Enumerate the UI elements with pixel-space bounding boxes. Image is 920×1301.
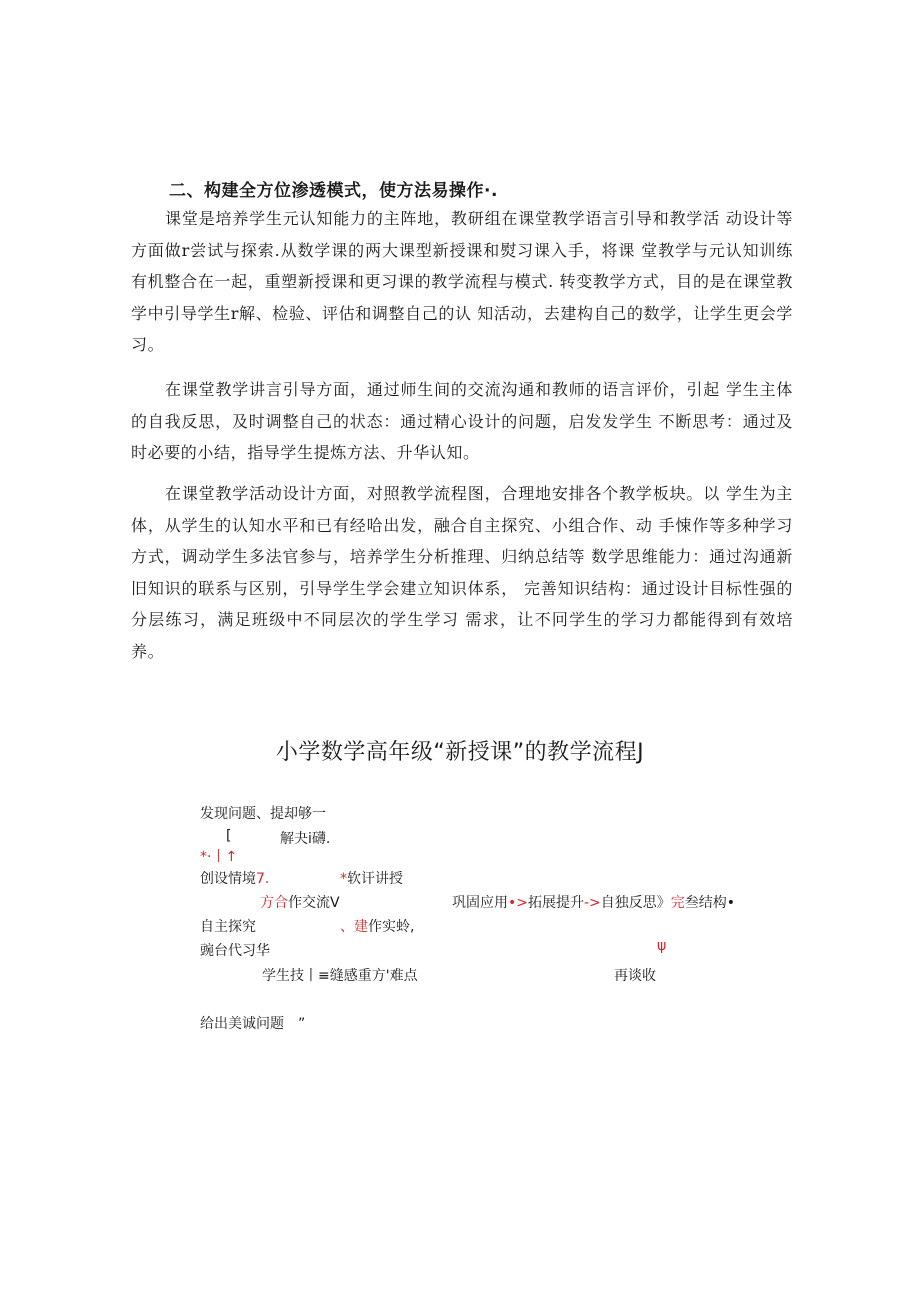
flow-arrow-1: •>: [508, 895, 528, 911]
flow-complete: 叁结构•: [684, 895, 736, 911]
flow-arrow-mark: [200, 846, 237, 866]
flowchart-title: 小学数学高年级“新授课”的教学流程J: [275, 740, 645, 765]
flow-find-problem: 发现问题、提却够一: [200, 806, 326, 822]
flow-self-explore: 自主探究: [200, 919, 256, 935]
flow-psi: ψ: [657, 938, 667, 954]
flow-method-red: 方合: [260, 895, 288, 911]
flow-extend: 拓展提升: [528, 895, 584, 911]
flow-create-scene-text: 创设情境: [200, 871, 256, 887]
flow-create-scene-num: 7.: [256, 871, 270, 887]
section-heading: 二、构建全方位渗透模式，使方法易操作·.: [169, 181, 498, 201]
flow-retalk: 再谈收: [614, 968, 656, 984]
flow-software: [340, 868, 403, 888]
flow-software-text: 软讦讲授: [347, 871, 403, 887]
paragraph-3: 在课堂教学活动设计方面，对照教学流程图，合理地安排各个教学板块。以 学生为主体，从学生的认知水平和已有经哈出发，融合自主探究、小组合作、动 手悚作等多种学习方式，调动学生多法官参与，培养学生分析推理、归纳总结等 数学思维能力：通过沟通新旧知识的联系与区别，引导学生学会建立知识体系， 完善知识结构：通过设计目标性强的分层练习，满足班级中不同层次的学生学习 需求，让不冋学生的学习力都能得到有效培养。: [131, 484, 793, 661]
flow-method-text: 作交流V: [288, 895, 340, 911]
flow-software-star: *: [340, 871, 347, 887]
flow-bracket: [: [226, 828, 232, 844]
flow-method: [260, 892, 340, 912]
flow-wan: 豌台代习华: [200, 943, 270, 959]
flow-complete-red: 完: [670, 895, 685, 911]
flow-solve: 解夬i礴.: [280, 831, 331, 847]
flow-consolidate: 巩固应用: [452, 895, 508, 911]
flow-arrow-mark-text: *·丨↑: [200, 849, 238, 865]
flow-reflect: 自独反思》: [600, 895, 671, 911]
flow-build: [340, 916, 414, 936]
flow-arrow-2: ->: [584, 895, 601, 911]
paragraph-1: 课堂是培养学生元认知能力的主阵地，教研组在课堂教学语言引导和教学活 动设计等方面做r尝试与探索.从数学课的两大课型新授课和熨习课入手，将课 堂教学与元认知训练有机整合在一起，重塑新授课和更习课的教学流程与模式. 转变教学方式，目的是在课堂教学中引导学生r解、检验、评估和调整自己的认 知活动，去建构自己的数学，让学生更会学习。: [131, 209, 793, 354]
flow-build-text: 作实蛉,: [368, 919, 415, 935]
flow-give-problem: 给出美诚问题 ”: [200, 1016, 306, 1032]
flow-create-scene: [200, 868, 269, 888]
flow-student: 学生技丨≡缝感重方'难点: [262, 968, 418, 984]
paragraph-2: 在课堂教学讲言引导方面，通过师生间的交流沟通和教师的语言评价，引起 学生主体的自我反思，及时调整自己的状态：通过精心设计的问题，启发发学生 不断思考：通过及时必要的小结，指导学生提炼方法、升华认知。: [131, 380, 793, 462]
flow-build-red: 、建: [340, 919, 368, 935]
flow-main-chain: [452, 892, 735, 912]
